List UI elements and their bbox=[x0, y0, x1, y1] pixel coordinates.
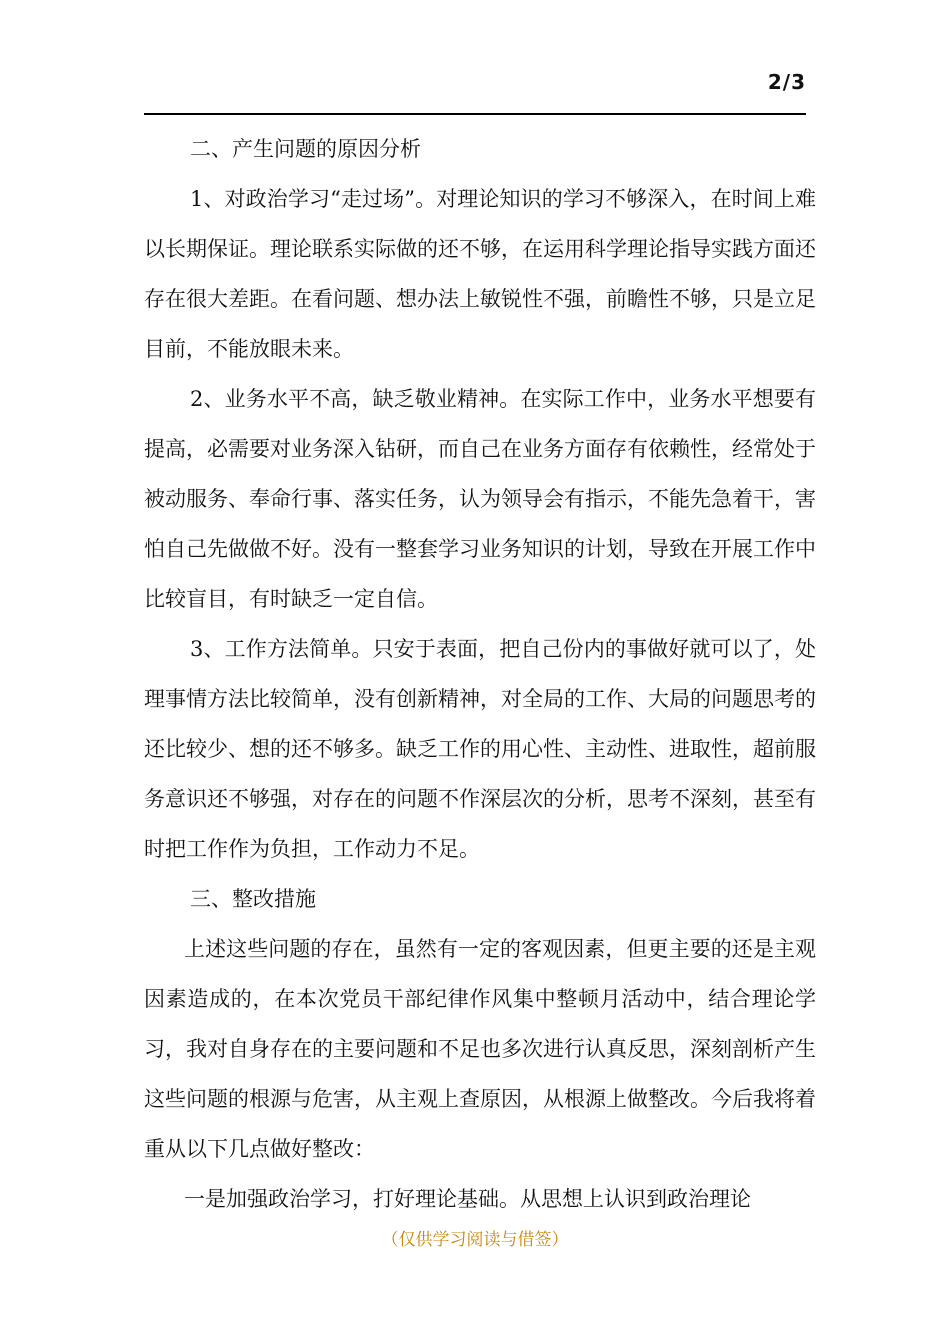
paragraph-measures-intro: 上述这些问题的存在，虽然有一定的客观因素，但更主要的还是主观因素造成的，在本次党员干部纪律作风集中整顿月活动中，结合理论学习，我对自身存在的主要问题和不足也多次进行认真反思，深刻剖析产生这些问题的根源与危害，从主观上查原因，从根源上做整改。今后我将着重从以下几点做好整改： bbox=[144, 937, 816, 1161]
section-heading-causes: 二、产生问题的原因分析 bbox=[190, 137, 421, 161]
paragraph-cause-2: 2、业务水平不高，缺乏敬业精神。在实际工作中，业务水平想要有提高，必需要对业务深入钻研，而自己在业务方面存有依赖性，经常处于被动服务、奉命行事、落实任务，认为领导会有指示，不能先急着干，害怕自己先做做不好。没有一整套学习业务知识的计划，导致在开展工作中比较盲目，有时缺乏一定自信。 bbox=[144, 387, 816, 611]
header-rule bbox=[144, 113, 806, 115]
paragraph-cause-1: 1、对政治学习“走过场”。对理论知识的学习不够深入，在时间上难以长期保证。理论联系实际做的还不够，在运用科学理论指导实践方面还存在很大差距。在看问题、想办法上敏锐性不强，前瞻性不够，只是立足目前，不能放眼未来。 bbox=[144, 187, 816, 361]
paragraph-measure-1: 一是加强政治学习，打好理论基础。从思想上认识到政治理论 bbox=[184, 1187, 751, 1211]
document-body bbox=[144, 124, 816, 1224]
paragraph-cause-3: 3、工作方法简单。只安于表面，把自己份内的事做好就可以了，处理事情方法比较简单，没有创新精神，对全局的工作、大局的问题思考的还比较少、想的还不够多。缺乏工作的用心性、主动性、进取性，超前服务意识还不够强，对存在的问题不作深层次的分析，思考不深刻，甚至有时把工作作为负担，工作动力不足。 bbox=[144, 637, 816, 861]
section-heading-measures: 三、整改措施 bbox=[190, 887, 316, 911]
footer-note: （仅供学习阅读与借签） bbox=[381, 1230, 569, 1250]
page-number: 2/3 bbox=[767, 70, 806, 94]
